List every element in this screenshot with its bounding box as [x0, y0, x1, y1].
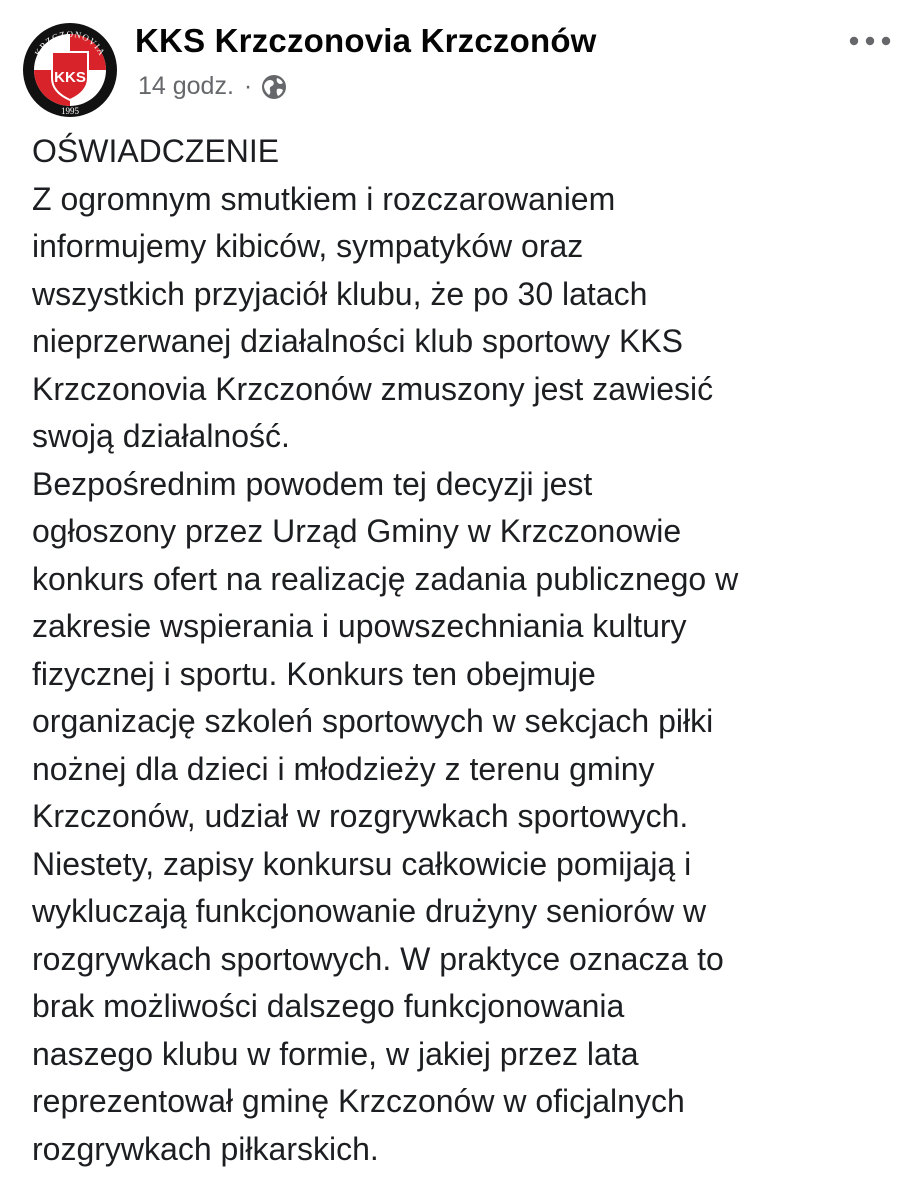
post-meta — [138, 72, 288, 101]
post-text-line: ogłoszony przez Urząd Gminy w Krzczonowie — [32, 513, 682, 549]
post-text-line: Bezpośrednim powodem tej decyzji jest — [32, 465, 593, 502]
post-text-line: naszego klubu w formie, w jakiej przez lata — [32, 1035, 639, 1072]
globe-icon[interactable] — [260, 73, 288, 101]
post-text-line: nieprzerwanej działalności klub sportowy KKS — [32, 323, 683, 359]
page-name-link[interactable]: KKS Krzczonovia Krzczonów — [135, 22, 597, 59]
post-text-line: Z ogromnym smutkiem i rozczarowaniem — [32, 180, 616, 217]
crest-center-text: KKS — [54, 69, 86, 86]
post-body-text — [32, 128, 902, 1173]
post-text-line: organizację szkoleń sportowych w sekcjach piłki — [32, 703, 714, 739]
post-text-line: Krzczonovia Krzczonów zmuszony jest zawiesić — [32, 370, 714, 407]
post-heading: OŚWIADCZENIE — [32, 133, 280, 169]
post-text-line: wykluczają funkcjonowanie drużyny seniorów w — [32, 893, 707, 929]
post-text-line: konkurs ofert na realizację zadania publicznego w — [32, 560, 739, 597]
post-timestamp[interactable]: 14 godz. — [138, 72, 234, 100]
post-text-line: reprezentował gminę Krzczonów w oficjalnych — [32, 1083, 685, 1119]
post-text-line: swoją działalność. — [32, 418, 290, 454]
page-avatar[interactable] — [22, 22, 118, 118]
post-text-line: Niestety, zapisy konkursu całkowicie pomijają i — [32, 845, 692, 882]
post-text-line: Krzczonów, udział w rozgrywkach sportowych. — [32, 798, 689, 834]
club-crest-logo — [22, 22, 118, 118]
more-horizontal-icon — [848, 35, 892, 47]
post-text-line: nożnej dla dzieci i młodzieży z terenu gminy — [32, 750, 655, 787]
post-text-line: zakresie wspierania i upowszechniania kultury — [32, 608, 687, 644]
post-text-line: rozgrywkach piłkarskich. — [32, 1130, 379, 1167]
crest-year-text: 1995 — [61, 106, 79, 116]
post-text-line: rozgrywkach sportowych. W praktyce oznacza to — [32, 940, 724, 977]
post-header — [20, 14, 900, 114]
more-options-button[interactable] — [846, 26, 894, 56]
meta-separator: · — [243, 72, 253, 100]
post-text-line: informujemy kibiców, sympatyków oraz — [32, 228, 584, 264]
post-text-line: brak możliwości dalszego funkcjonowania — [32, 988, 625, 1024]
post-text-line: wszystkich przyjaciół klubu, że po 30 latach — [32, 275, 648, 312]
crest-arc-text: KRZCZONOVIA — [32, 28, 108, 58]
post-text-line: fizycznej i sportu. Konkurs ten obejmuje — [32, 655, 596, 692]
